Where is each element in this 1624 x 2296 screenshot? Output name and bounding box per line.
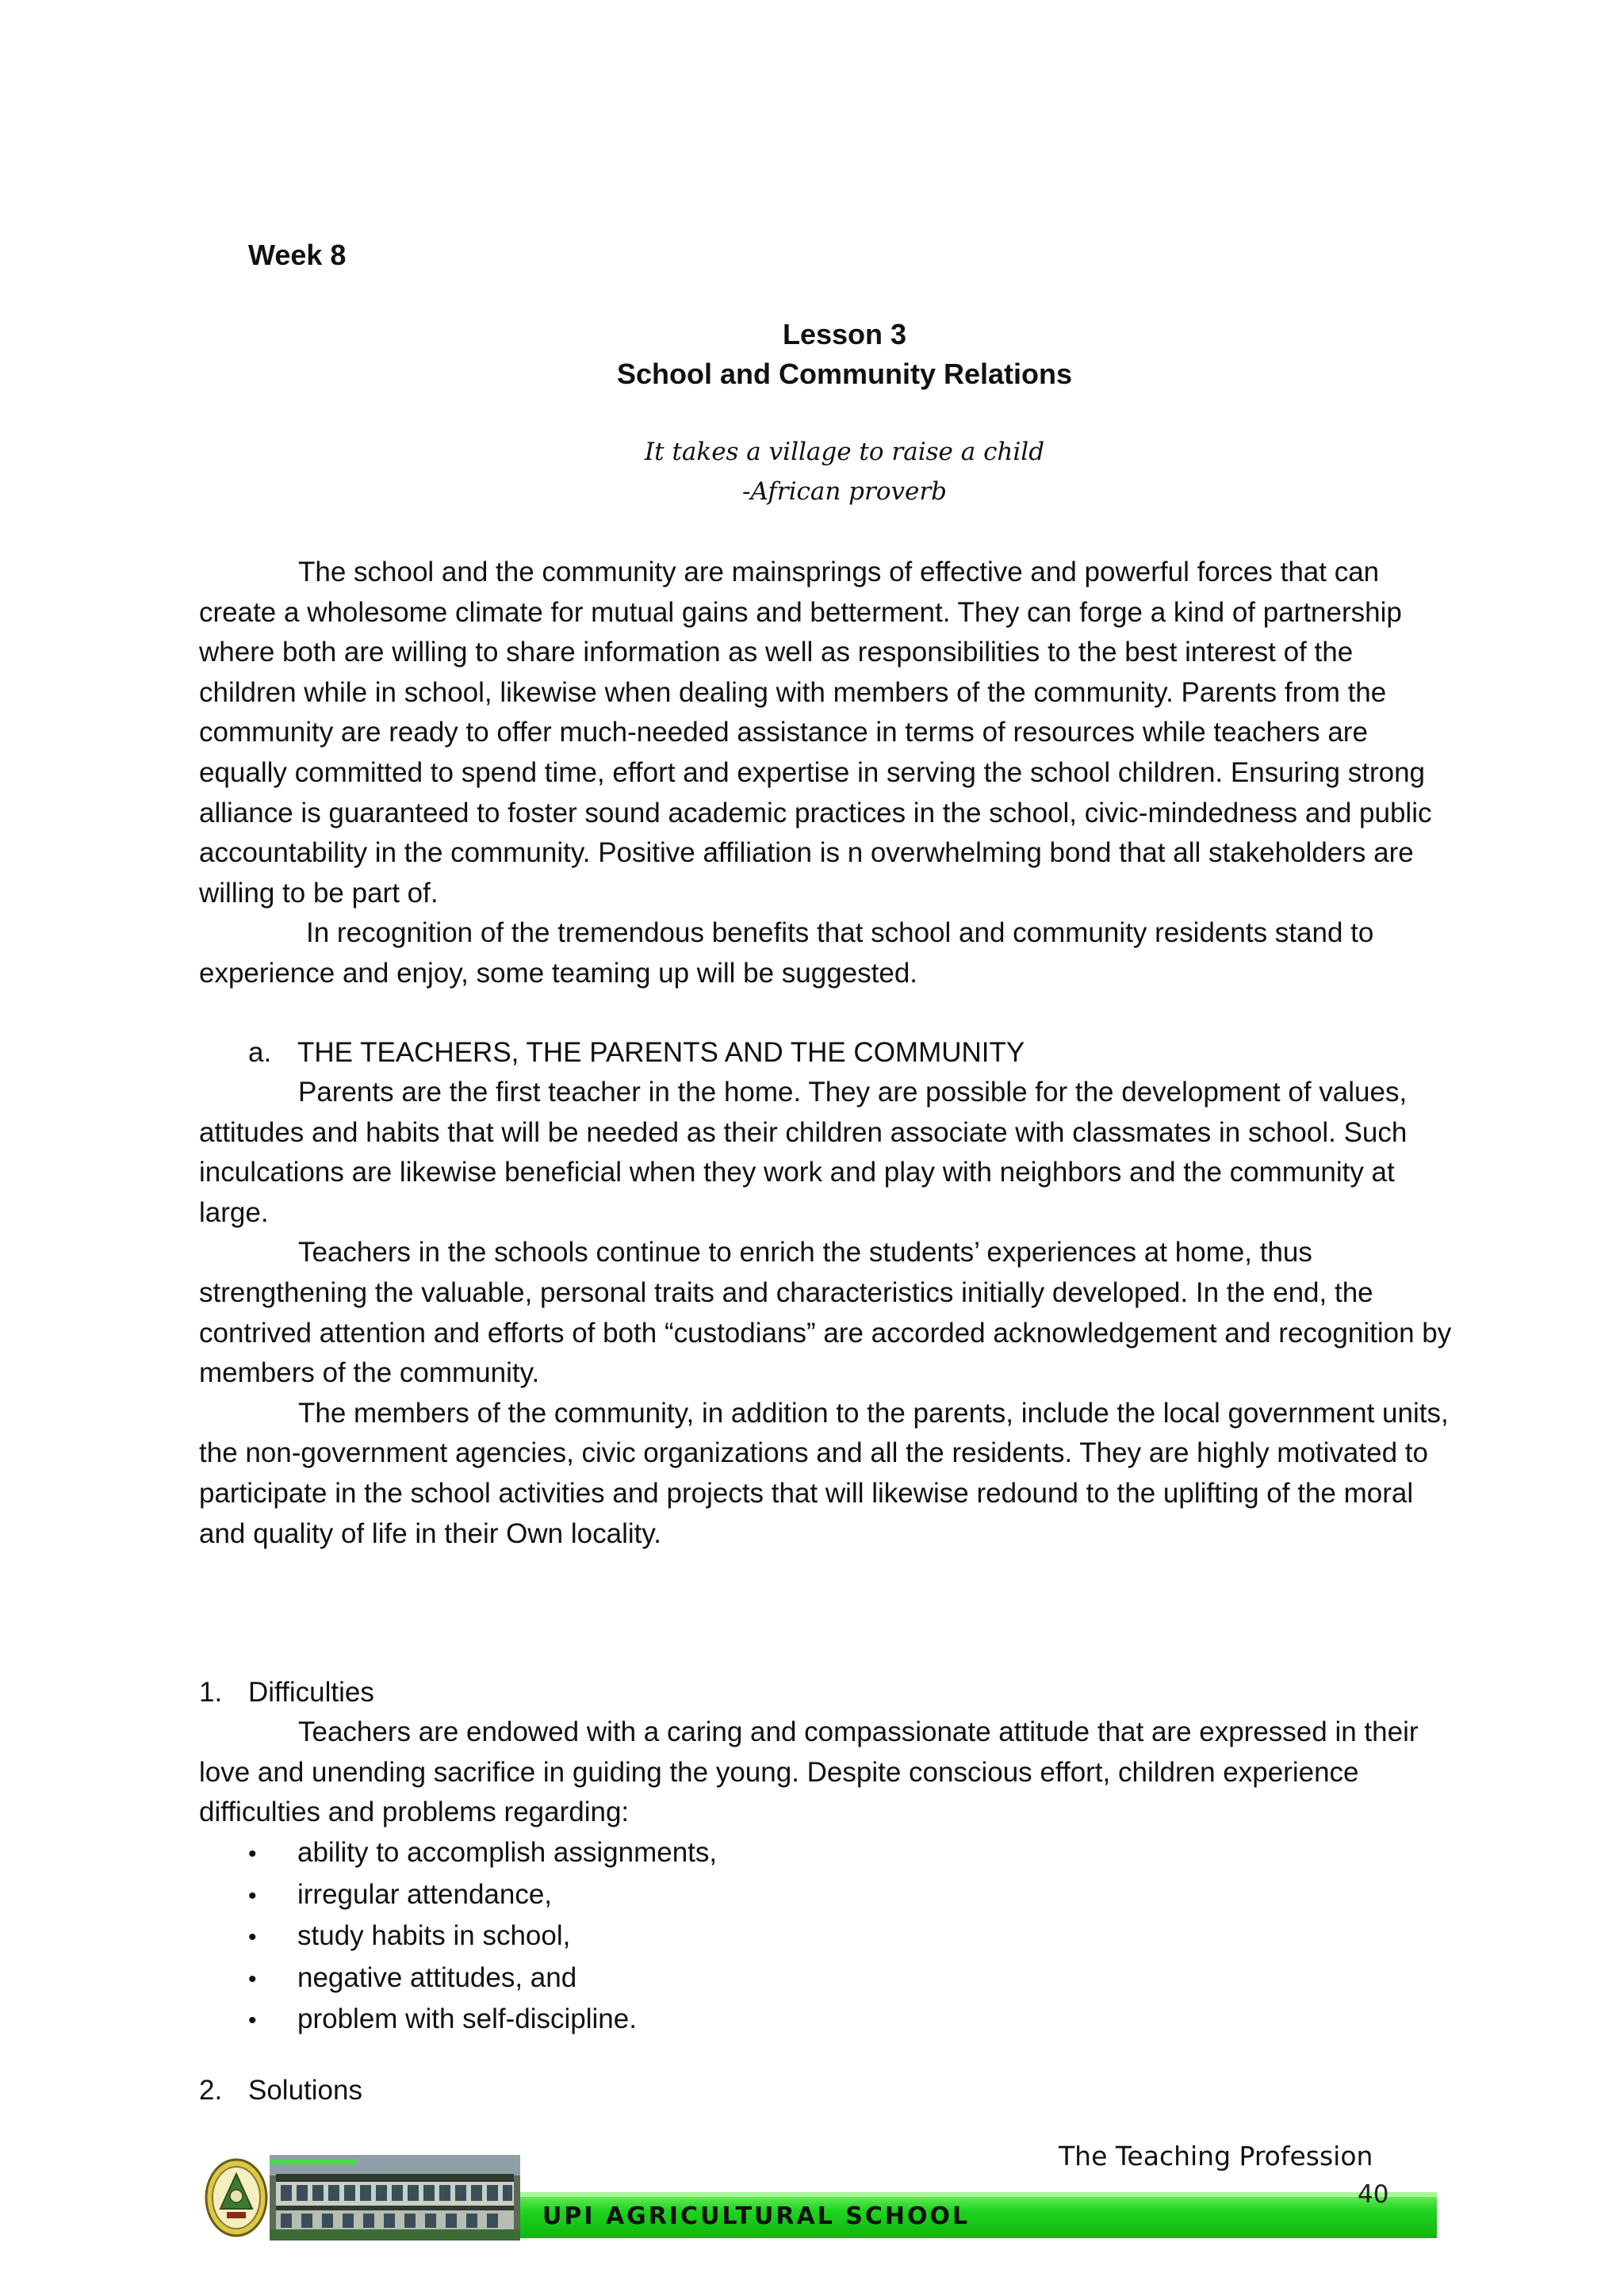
list-item-text: negative attitudes, and — [297, 1961, 577, 1993]
section-a-heading — [248, 1033, 1025, 1073]
bullet-icon: • — [248, 1965, 257, 1992]
section-a-body — [199, 1073, 1452, 1554]
difficulties-list — [248, 1833, 717, 2042]
list-item — [248, 1833, 717, 1875]
difficulties-paragraph: Teachers are endowed with a caring and compassionate attitude that are expressed in their love and unending sacrifice in guiding the young. Despite conscious effort, children experience difficulties and problems regarding: — [199, 1716, 1419, 1828]
list-item-text: problem with self-discipline. — [297, 2003, 637, 2034]
list-item — [248, 1999, 717, 2042]
bullet-icon: • — [248, 1882, 257, 1909]
lesson-number: Lesson 3 — [782, 318, 907, 350]
list-item — [248, 1875, 717, 1917]
section-a-title: THE TEACHERS, THE PARENTS AND THE COMMUNITY — [297, 1037, 1025, 1068]
list-item-text: irregular attendance, — [297, 1878, 553, 1910]
school-building-photo — [270, 2155, 520, 2241]
list-item-text: study habits in school, — [297, 1920, 571, 1951]
difficulties-heading — [199, 1673, 374, 1712]
section-a-paragraph-1: Parents are the first teacher in the home. They are possible for the development of values, attitudes and habits that will be needed as their children associate with classmates in school. Such inculcations are likewise beneficial when they work and play with neighbors and the community at large. — [199, 1077, 1408, 1228]
bullet-icon: • — [248, 1924, 257, 1950]
lesson-header — [0, 315, 1624, 394]
intro-section — [199, 553, 1452, 994]
solutions-marker: 2. — [199, 2075, 223, 2106]
difficulties-title: Difficulties — [248, 1677, 374, 1708]
bullet-icon: • — [248, 1841, 257, 1867]
section-a-paragraph-2: Teachers in the schools continue to enrich the students’ experiences at home, thus strengthening the valuable, personal traits and characteristics initially developed. In the end, the contrived attention and efforts of both “custodians” are accorded acknowledgement and recognition by members of the community. — [199, 1237, 1452, 1389]
list-item — [248, 1916, 717, 1958]
solutions-heading — [199, 2071, 362, 2110]
footer-course-title: The Teaching Profession — [1059, 2141, 1373, 2172]
bullet-icon: • — [248, 2007, 257, 2034]
seal-icon — [205, 2156, 268, 2239]
epigraph — [0, 432, 1624, 511]
difficulties-body — [199, 1712, 1452, 1833]
intro-paragraph-1: The school and the community are mainsprings of effective and powerful forces that can create a wholesome climate for mutual gains and betterment. They can forge a kind of partnership where both are willing to share information as well as responsibilities to the best interest of the children while in school, likewise when dealing with members of the community. Parents from the community are ready to offer much-needed assistance in terms of resources while teachers are equally committed to spend time, effort and expertise in serving the school children. Ensuring strong alliance is guaranteed to foster sound academic practices in the school, civic-mindedness and public accountability in the community. Positive affiliation is n overwhelming bond that all stakeholders are willing to be part of. — [199, 557, 1432, 909]
school-seal-logo — [205, 2156, 268, 2239]
banner-highlight — [508, 2192, 1437, 2197]
intro-paragraph-2: In recognition of the tremendous benefits that school and community residents stand to experience and enjoy, some teaming up will be suggested. — [199, 917, 1374, 989]
school-name: UPI AGRICULTURAL SCHOOL — [542, 2202, 971, 2230]
list-item-text: ability to accomplish assignments, — [297, 1837, 718, 1868]
page-number: 40 — [1358, 2180, 1389, 2209]
epigraph-quote: It takes a village to raise a child — [644, 438, 1045, 466]
difficulties-marker: 1. — [199, 1677, 223, 1708]
epigraph-attribution: -African proverb — [741, 477, 948, 506]
week-label: Week 8 — [248, 239, 347, 271]
school-building-image — [270, 2155, 520, 2241]
list-item — [248, 1958, 717, 2000]
solutions-title: Solutions — [248, 2075, 362, 2106]
section-a-marker: a. — [248, 1037, 272, 1068]
lesson-title: School and Community Relations — [616, 358, 1073, 390]
section-a-paragraph-3: The members of the community, in addition to the parents, include the local government units, the non-government agencies, civic organizations and all the residents. They are highly motivated to participate in the school activities and projects that will likewise redound to the uplifting of the moral and quality of life in their Own locality. — [199, 1397, 1449, 1549]
